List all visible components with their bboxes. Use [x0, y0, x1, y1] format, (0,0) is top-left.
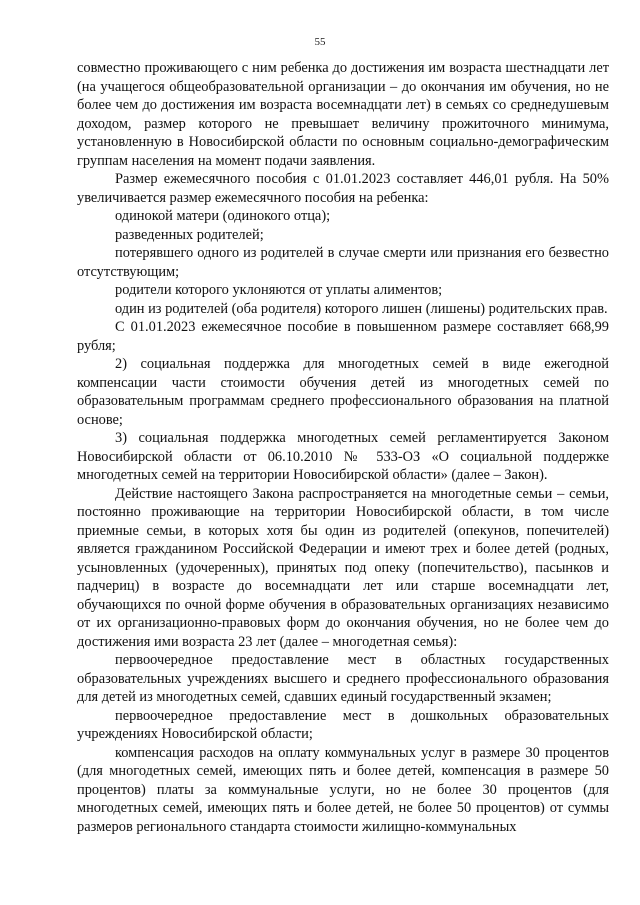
paragraph-item-2: 2) социальная поддержка для многодетных семей в виде ежегодной компенсации части стоимости обучения детей из многодетных семей по образовательным программам среднего профессионального образования на платной основе; — [77, 356, 609, 428]
list-item-alimony-evasion: родители которого уклоняются от уплаты алиментов; — [115, 282, 443, 298]
paragraph-continuation: совместно проживающего с ним ребенка до достижения им возраста шестнадцати лет (на учащегося общеобразовательной организации – до окончания им обучения, но не более чем до достижения им возраста восемнадцати лет) в семьях со среднедушевым доходом, размер которого не превышает величину прожиточного минимума, установленную в Новосибирской области по основным социально-демографическим группам населения на момент подачи заявления. — [77, 60, 609, 169]
list-item-lost-parent: потерявшего одного из родителей в случае смерти или признания его безвестно отсутствующим; — [77, 245, 609, 280]
paragraph-item-3: 3) социальная поддержка многодетных семей регламентируется Законом Новосибирской области от 06.10.2010 № 533-ОЗ «О социальной поддержке многодетных семей на территории Новосибирской области» (далее – Закон). — [77, 430, 609, 483]
document-body — [77, 59, 609, 836]
paragraph-allowance-amount: Размер ежемесячного пособия с 01.01.2023 составляет 446,01 рубля. На 50% увеличивается размер ежемесячного пособия на ребенка: — [77, 171, 609, 206]
list-item-higher-education: первоочередное предоставление мест в областных государственных образовательных учреждениях высшего и среднего профессионального образования для детей из многодетных семей, сдавших единый государственный экзамен; — [77, 652, 609, 705]
list-item-single-parent: одинокой матери (одинокого отца); — [115, 208, 331, 224]
list-item-utilities-compensation: компенсация расходов на оплату коммунальных услуг в размере 30 процентов (для многодетных семей, имеющих пять и более детей, компенсация в размере 50 процентов) платы за коммунальные услуги, но не более 30 процентов (для многодетных семей, имеющих пять и более детей, не более 50 процентов) от суммы размеров регионального стандарта стоимости жилищно-коммунальных — [77, 744, 609, 835]
paragraph-increased-allowance: С 01.01.2023 ежемесячное пособие в повышенном размере составляет 668,99 рубля; — [77, 319, 609, 354]
list-item-parental-rights: один из родителей (оба родителя) которого лишен (лишены) родительских прав. — [115, 300, 608, 317]
page-number: 55 — [314, 36, 326, 48]
list-item-divorced-parents: разведенных родителей; — [115, 226, 264, 243]
paragraph-law-scope: Действие настоящего Закона распространяется на многодетные семьи – семьи, постоянно проживающие на территории Новосибирской области, в том числе приемные семьи, в которых хотя бы один из родителей (опекунов, попечителей) является гражданином Российской Федерации и имеют трех и более детей (родных, усыновленных (удочеренных), принятых под опеку (попечительство), пасынков и падчериц) в возрасте до восемнадцати лет или старше восемнадцати лет, обучающихся по очной форме обучения в образовательных организациях независимо от их организационно-правовых форм до окончания обучения, но не более чем до достижения ими возраста 23 лет (далее – многодетная семья): — [77, 485, 609, 650]
list-item-preschool: первоочередное предоставление мест в дошкольных образовательных учреждениях Новосибирской области; — [77, 707, 609, 742]
